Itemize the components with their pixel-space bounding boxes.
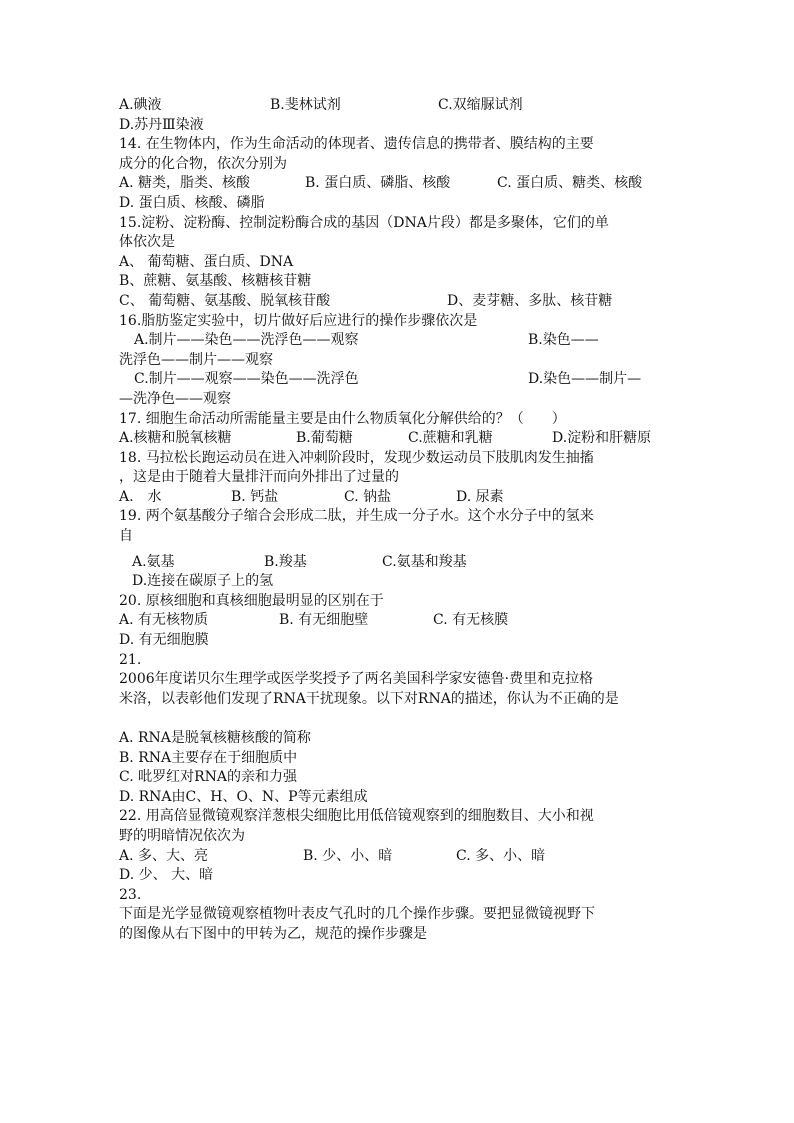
option-d: D、麦芽糖、多肽、核苷糖: [447, 292, 613, 309]
option-line: C. 吡罗红对RNA的亲和力强: [119, 769, 298, 786]
option-c: C.氨基和羧基: [382, 553, 467, 570]
option-line: [119, 611, 667, 631]
option-line: A. RNA是脱氧核糖核酸的简称: [119, 730, 311, 746]
question-22: 22. 用高倍显微镜观察洋葱根尖细胞比用低倍镜观察到的细胞数目、大小和视: [119, 808, 594, 825]
option-c: C.蔗糖和乳糖: [408, 430, 493, 447]
option-a: A.制片——染色——洗浮色——观察: [134, 332, 359, 349]
option-line: A、 葡萄糖、蛋白质、DNA: [119, 253, 294, 270]
question-17: 17. 细胞生命活动所需能量主要是由什么物质氧化分解供给的？（ ）: [119, 410, 566, 427]
option-line: [119, 331, 667, 351]
question-14: 14. 在生物体内，作为生命活动的体现者、遗传信息的携带者、膜结构的主要: [119, 136, 594, 153]
option-line: D.苏丹Ⅲ染液: [119, 116, 204, 133]
option-line: [119, 292, 667, 312]
question-line: 的图像从右下图中的甲转为乙，规范的操作步骤是: [119, 925, 427, 942]
question-20: 20. 原核细胞和真核细胞最明显的区别在于: [119, 592, 384, 609]
option-line: —洗净色——观察: [119, 390, 231, 407]
option-line: [119, 429, 667, 449]
question-21: 21.: [119, 651, 142, 668]
option-a: A.核糖和脱氧核糖: [119, 430, 232, 447]
question-line: 米洛，以表彰他们发现了RNA干扰现象。以下对RNA的描述，你认为不正确的是: [119, 690, 619, 707]
option-b: B.染色——: [528, 332, 599, 349]
option-b: B.斐林试剂: [270, 97, 341, 113]
option-line: D. 有无细胞膜: [119, 632, 209, 649]
option-d: D.淀粉和肝糖原: [552, 430, 652, 447]
option-line: [119, 370, 667, 390]
option-line: [119, 174, 667, 194]
option-line: [119, 488, 667, 508]
question-text: [119, 96, 667, 945]
option-b: B. 钙盐: [231, 488, 279, 505]
question-line: 野的明暗情况依次为: [119, 827, 245, 844]
option-a: A. 水: [119, 488, 162, 505]
option-b: B.羧基: [264, 553, 307, 570]
question-15: 15.淀粉、淀粉酶、控制淀粉酶合成的基因（DNA片段）都是多聚体，它们的单: [119, 214, 609, 231]
option-a: A. 糖类，脂类、核酸: [119, 175, 251, 192]
option-a: A. 有无核物质: [119, 612, 209, 629]
option-c: C、 葡萄糖、氨基酸、脱氧核苷酸: [119, 292, 331, 309]
option-b: B.葡萄糖: [296, 430, 353, 447]
option-line: B. RNA主要存在于细胞质中: [119, 749, 298, 766]
option-b: B. 有无细胞壁: [279, 612, 369, 629]
blank-line: [119, 709, 667, 729]
question-16: 16.脂肪鉴定实验中，切片做好后应进行的操作步骤依次是: [119, 312, 478, 329]
option-a: A.碘液: [119, 97, 162, 113]
question-23: 23.: [119, 886, 142, 903]
option-a: A.氨基: [132, 553, 175, 570]
option-a: A. 多、大、亮: [119, 847, 209, 864]
option-b: B. 蛋白质、磷脂、核酸: [305, 175, 451, 192]
option-line: [119, 553, 667, 573]
option-c: C. 钠盐: [344, 488, 392, 505]
question-line: ，这是由于随着大量排汗而向外排出了过量的: [119, 469, 399, 486]
option-d: D. 尿素: [456, 488, 504, 505]
option-line: D. 少、 大、暗: [119, 867, 214, 884]
option-d: D.染色——制片—: [528, 371, 642, 388]
option-line: 洗浮色——制片——观察: [119, 351, 273, 368]
question-19: 19. 两个氨基酸分子缩合会形成二肽，并生成一分子水。这个水分子中的氢来: [119, 508, 594, 525]
question-line: 成分的化合物，依次分别为: [119, 155, 287, 172]
option-line: B、蔗糖、氨基酸、核糖核苷糖: [119, 273, 312, 290]
option-c: C. 有无核膜: [433, 612, 509, 629]
question-line: 2006年度诺贝尔生理学或医学奖授予了两名美国科学家安德鲁·费里和克拉格: [119, 671, 594, 688]
option-c: C.制片——观察——染色——洗浮色: [134, 371, 359, 388]
question-line: 体依次是: [119, 234, 175, 251]
option-line: [119, 847, 667, 867]
option-b: B. 少、小、暗: [303, 847, 393, 864]
option-line: D. 蛋白质、核酸、磷脂: [119, 194, 265, 211]
question-line: 下面是光学显微镜观察植物叶表皮气孔时的几个操作步骤。要把显微镜视野下: [119, 906, 595, 923]
option-line: D. RNA由C、H、O、N、P等元素组成: [119, 788, 368, 805]
option-c: C. 多、小、暗: [456, 847, 546, 864]
option-c: C.双缩脲试剂: [438, 97, 523, 113]
question-line: 自: [119, 528, 133, 545]
question-18: 18. 马拉松长跑运动员在进入冲刺阶段时，发现少数运动员下肢肌肉发生抽搐: [119, 449, 594, 466]
option-c: C. 蛋白质、糖类、核酸: [497, 175, 643, 192]
option-line: D.连接在碳原子上的氢: [132, 573, 274, 590]
option-line: [119, 96, 667, 116]
